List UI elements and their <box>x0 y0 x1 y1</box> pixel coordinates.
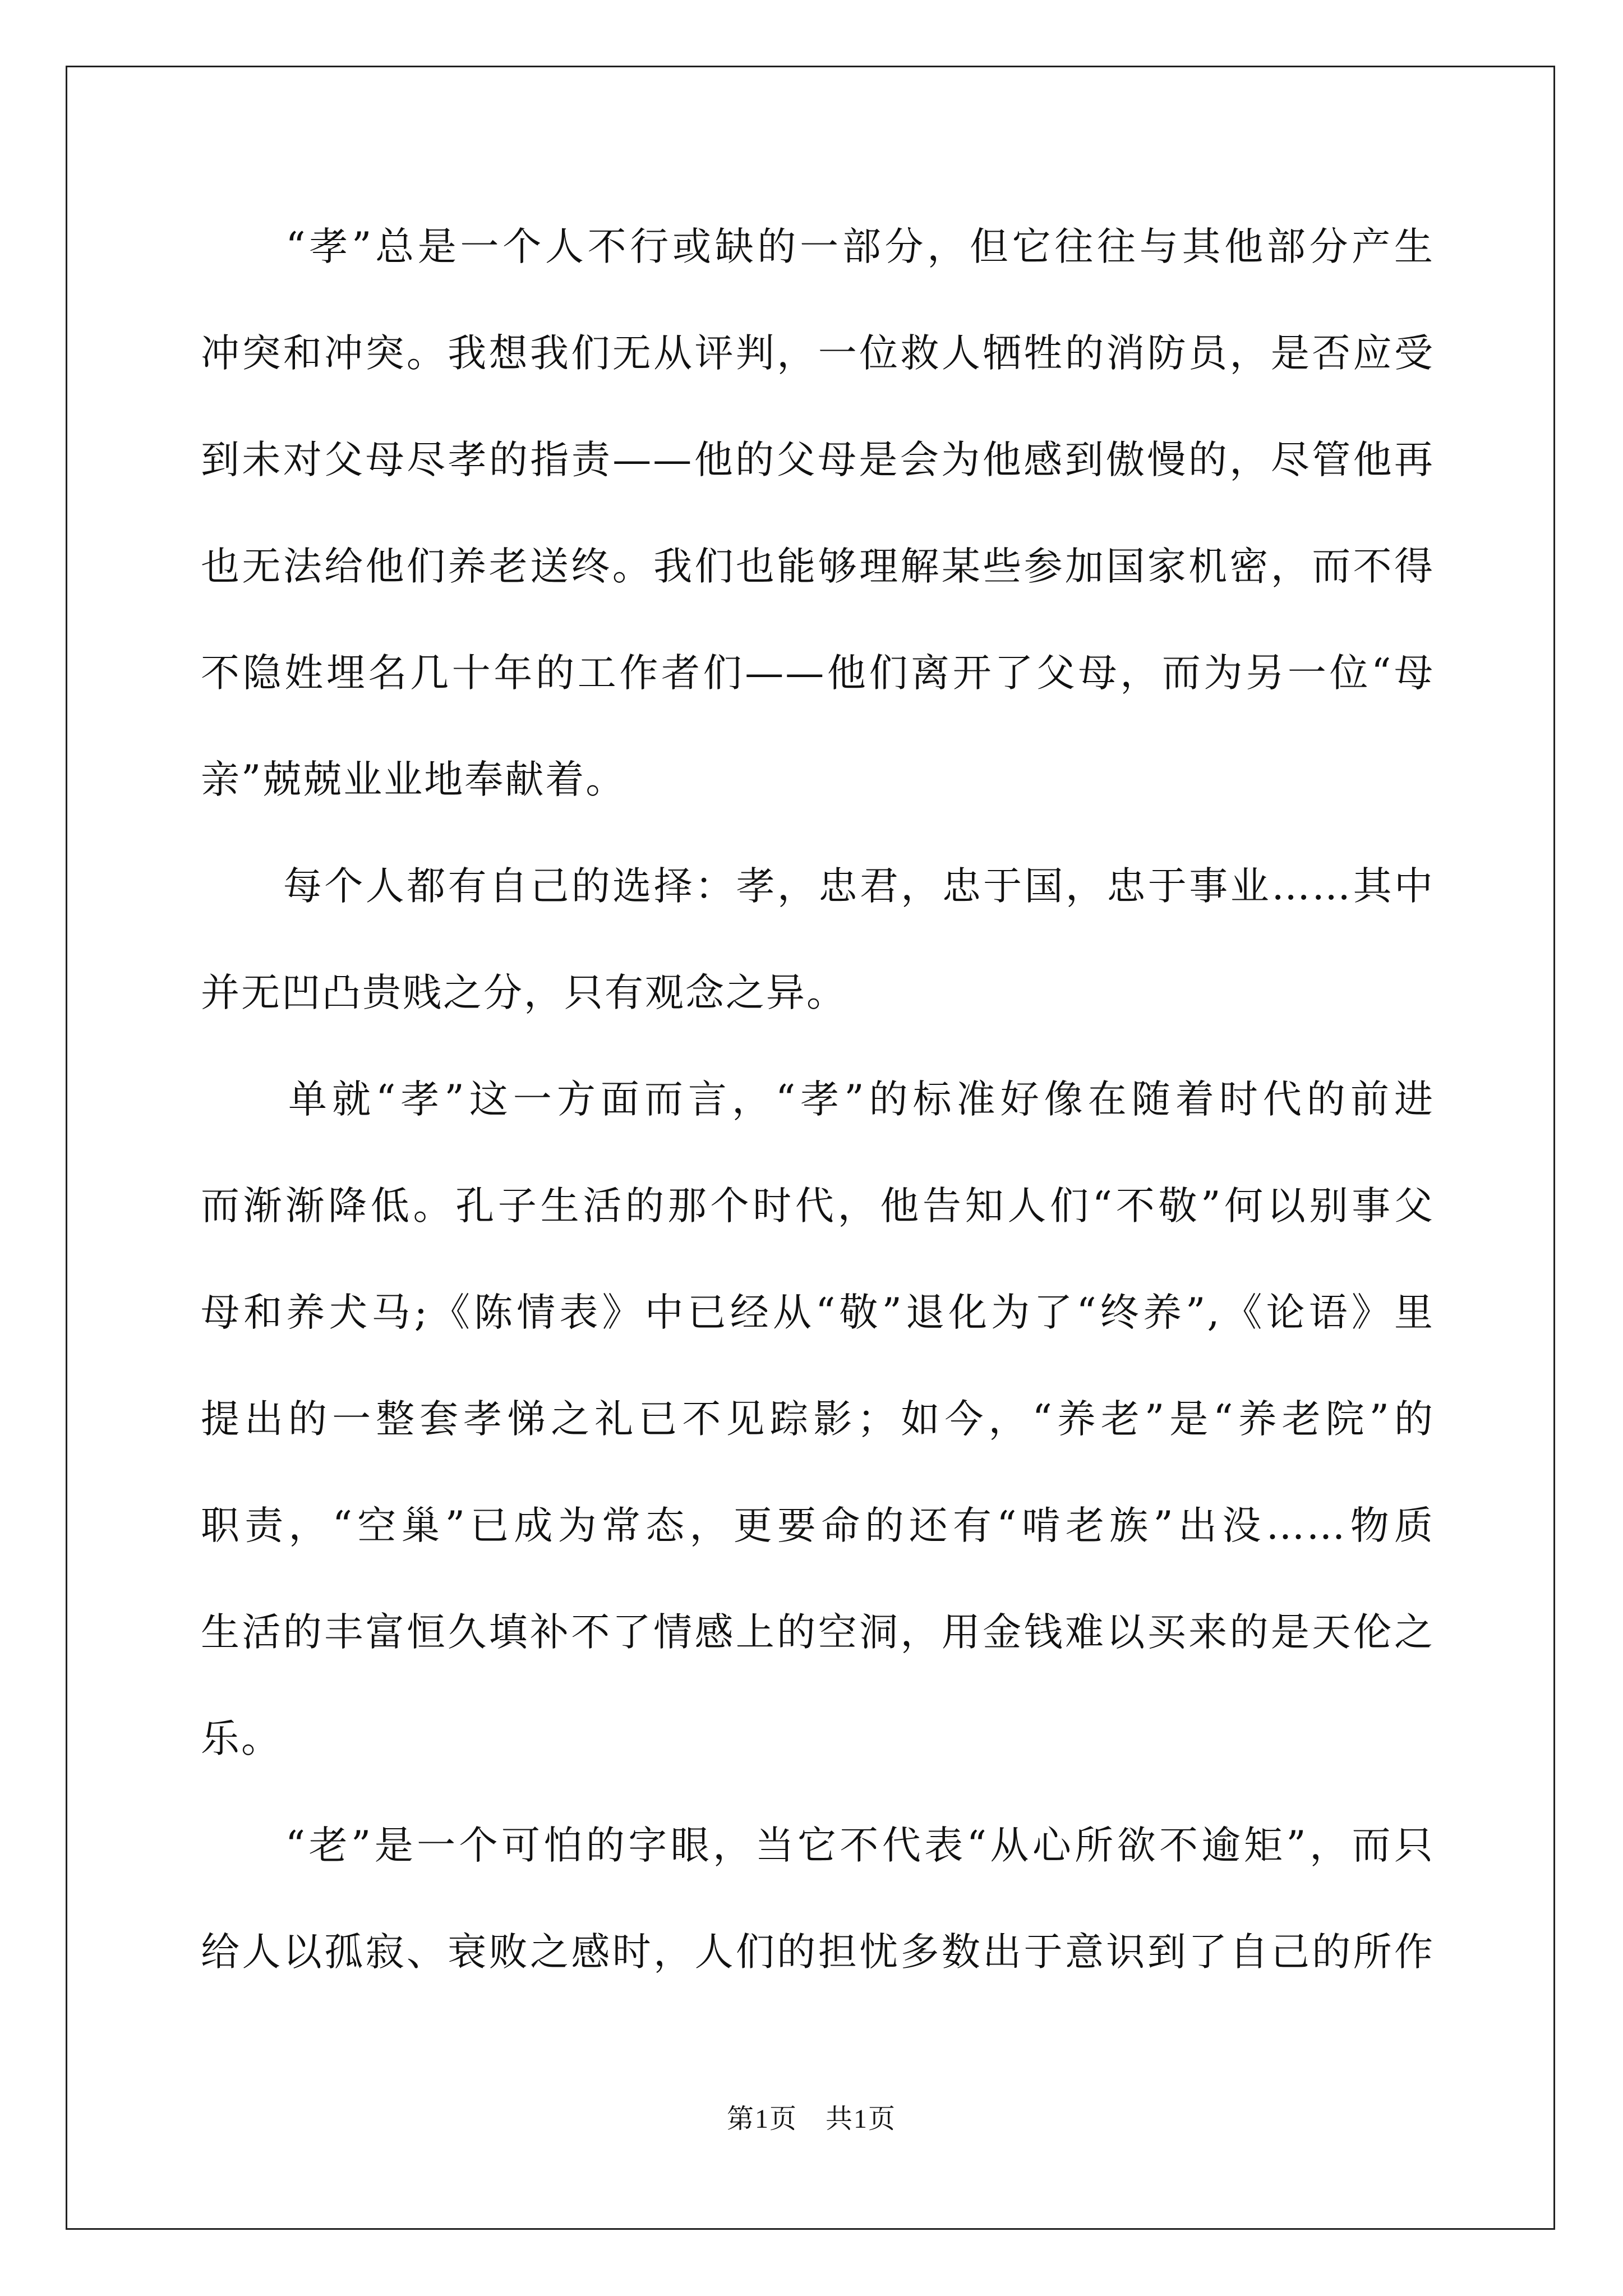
page-footer: 第1页 共1页 <box>726 2104 896 2134</box>
document-body <box>201 213 1435 2025</box>
text-line: 不隐姓埋名几十年的工作者们——他们离开了父母，而为另一位“母 <box>201 651 1435 696</box>
text-line: 给人以孤寂、衰败之感时，人们的担忧多数出于意识到了自己的所作 <box>201 1930 1435 1975</box>
paragraph-2 <box>201 853 1435 1066</box>
text-line: 乐。 <box>201 1717 282 1761</box>
paragraph-3 <box>201 1066 1435 1812</box>
text-line: 也无法给他们养老送终。我们也能够理解某些参加国家机密，而不得 <box>201 544 1435 589</box>
text-line: 生活的丰富恒久填补不了情感上的空洞，用金钱难以买来的是天伦之 <box>201 1610 1435 1655</box>
text-line: 每个人都有自己的选择：孝，忠君，忠于国，忠于事业……其中 <box>201 864 1435 909</box>
text-line: 亲”兢兢业业地奉献着。 <box>201 757 626 802</box>
text-line: 到未对父母尽孝的指责——他的父母是会为他感到傲慢的，尽管他再 <box>201 438 1435 482</box>
paragraph-4 <box>201 1812 1435 2025</box>
text-line: 并无凹凸贵贱之分，只有观念之异。 <box>201 970 847 1015</box>
text-line: 提出的一整套孝悌之礼已不见踪影；如今，“养老”是“养老院”的 <box>201 1397 1435 1442</box>
text-line: 单就“孝”这一方面而言，“孝”的标准好像在随着时代的前进 <box>201 1077 1435 1122</box>
text-line: “孝”总是一个人不行或缺的一部分，但它往往与其他部分产生 <box>201 224 1435 269</box>
text-line: “老”是一个可怕的字眼，当它不代表“从心所欲不逾矩”，而只 <box>201 1823 1435 1868</box>
text-line: 职责，“空巢”已成为常态，更要命的还有“啃老族”出没……物质 <box>201 1503 1435 1548</box>
text-line: 冲突和冲突。我想我们无从评判，一位救人牺牲的消防员，是否应受 <box>201 331 1435 376</box>
paragraph-1 <box>201 213 1435 853</box>
text-line: 母和养犬马;《陈情表》中已经从“敬”退化为了“终养”,《论语》里 <box>201 1290 1435 1335</box>
text-line: 而渐渐降低。孔子生活的那个时代，他告知人们“不敬”何以别事父 <box>201 1184 1435 1228</box>
